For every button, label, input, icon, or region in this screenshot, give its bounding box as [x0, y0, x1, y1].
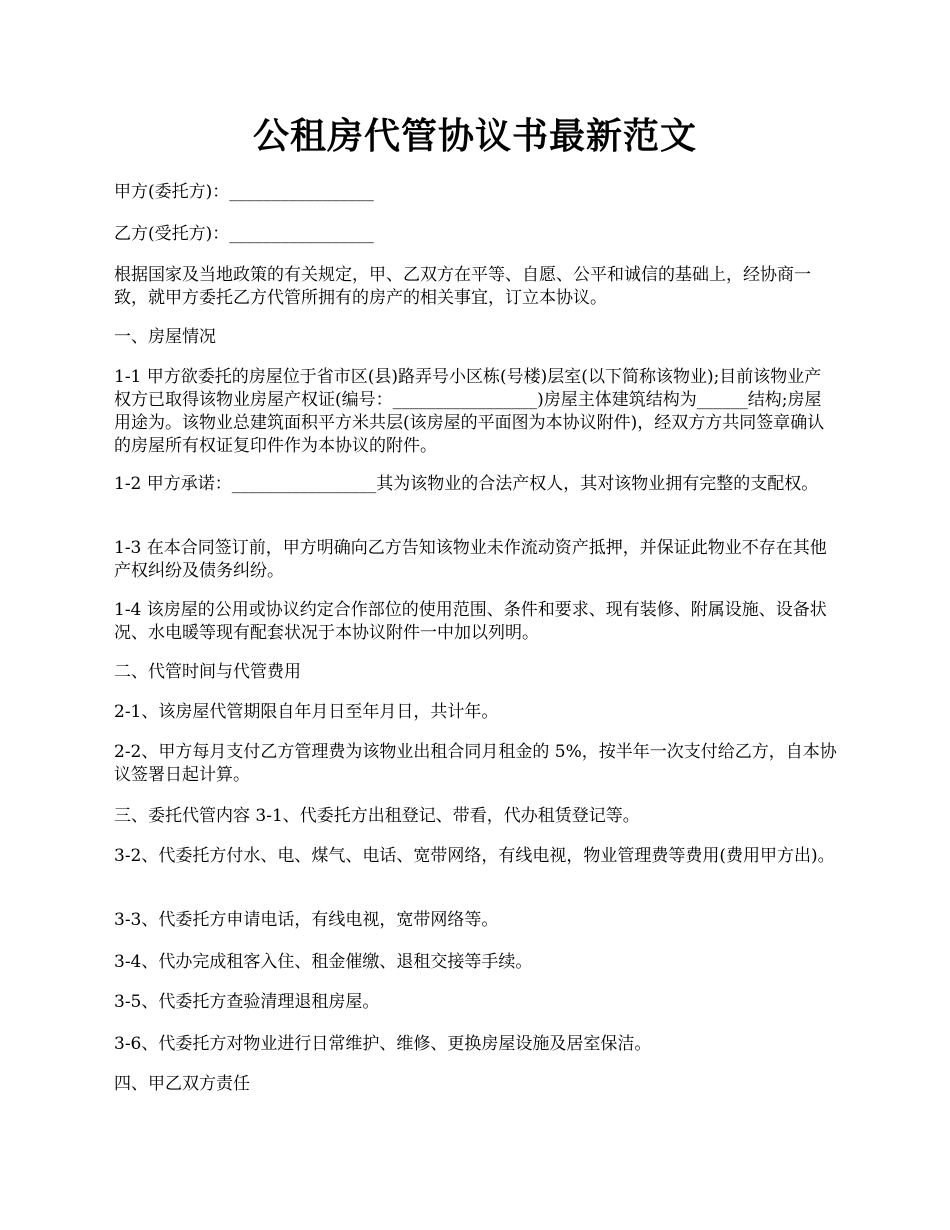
section-3-heading: 三、委托代管内容 3-1、代委托方出租登记、带看，代办租赁登记等。 [114, 806, 640, 826]
document-title: 公租房代管协议书最新范文 [252, 115, 697, 157]
party-a-line: 甲方(委托方)：_________________ [114, 182, 374, 202]
clause-2-2: 2-2、甲方每月支付乙方管理费为该物业出租合同月租金的 5%，按半年一次支付给乙方，自本协议签署日起计算。 [114, 742, 837, 785]
clause-3-6: 3-6、代委托方对物业进行日常维护、维修、更换房屋设施及居室保洁。 [114, 1034, 652, 1054]
section-4-heading: 四、甲乙双方责任 [114, 1074, 250, 1094]
clause-1-2: 1-2 甲方承诺：_________________其为该物业的合法产权人，其对该物业拥有完整的支配权。 [114, 474, 819, 494]
clause-3-4: 3-4、代办完成租客入住、租金催缴、退租交接等手续。 [114, 952, 533, 972]
clause-3-2: 3-2、代委托方付水、电、煤气、电话、宽带网络，有线电视，物业管理费等费用(费用甲方出)。 [114, 846, 835, 866]
clause-3-5: 3-5、代委托方查验清理退租房屋。 [114, 992, 380, 1012]
clause-3-3: 3-3、代委托方申请电话，有线电视，宽带网络等。 [114, 910, 499, 930]
party-b-line: 乙方(受托方)：_________________ [114, 224, 374, 244]
section-1-heading: 一、房屋情况 [114, 327, 216, 347]
clause-1-4: 1-4 该房屋的公用或协议约定合作部位的使用范围、条件和要求、现有装修、附属设施、设备状况、水电暖等现有配套状况于本协议附件一中加以列明。 [114, 600, 827, 643]
clause-1-1: 1-1 甲方欲委托的房屋位于省市区(县)路弄号小区栋(号楼)层室(以下简称该物业);目前该物业产权方已取得该物业房屋产权证(编号：_________________)房屋主体建筑结构为______结构;房屋用途为。该物业总建筑面积平方米共层(该房屋的平面图为本协议附件)，经双方方共同签章确认的房屋所有权证复印件作为本协议的附件。 [114, 367, 825, 456]
clause-1-3: 1-3 在本合同签订前，甲方明确向乙方告知该物业未作流动资产抵押，并保证此物业不存在其他产权纠纷及债务纠纷。 [114, 538, 827, 581]
intro-paragraph: 根据国家及当地政策的有关规定，甲、乙双方在平等、自愿、公平和诚信的基础上，经协商一致，就甲方委托乙方代管所拥有的房产的相关事宜，订立本协议。 [114, 265, 811, 308]
clause-2-1: 2-1、该房屋代管期限自年月日至年月日，共计年。 [114, 702, 499, 722]
section-2-heading: 二、代管时间与代管费用 [114, 662, 301, 682]
